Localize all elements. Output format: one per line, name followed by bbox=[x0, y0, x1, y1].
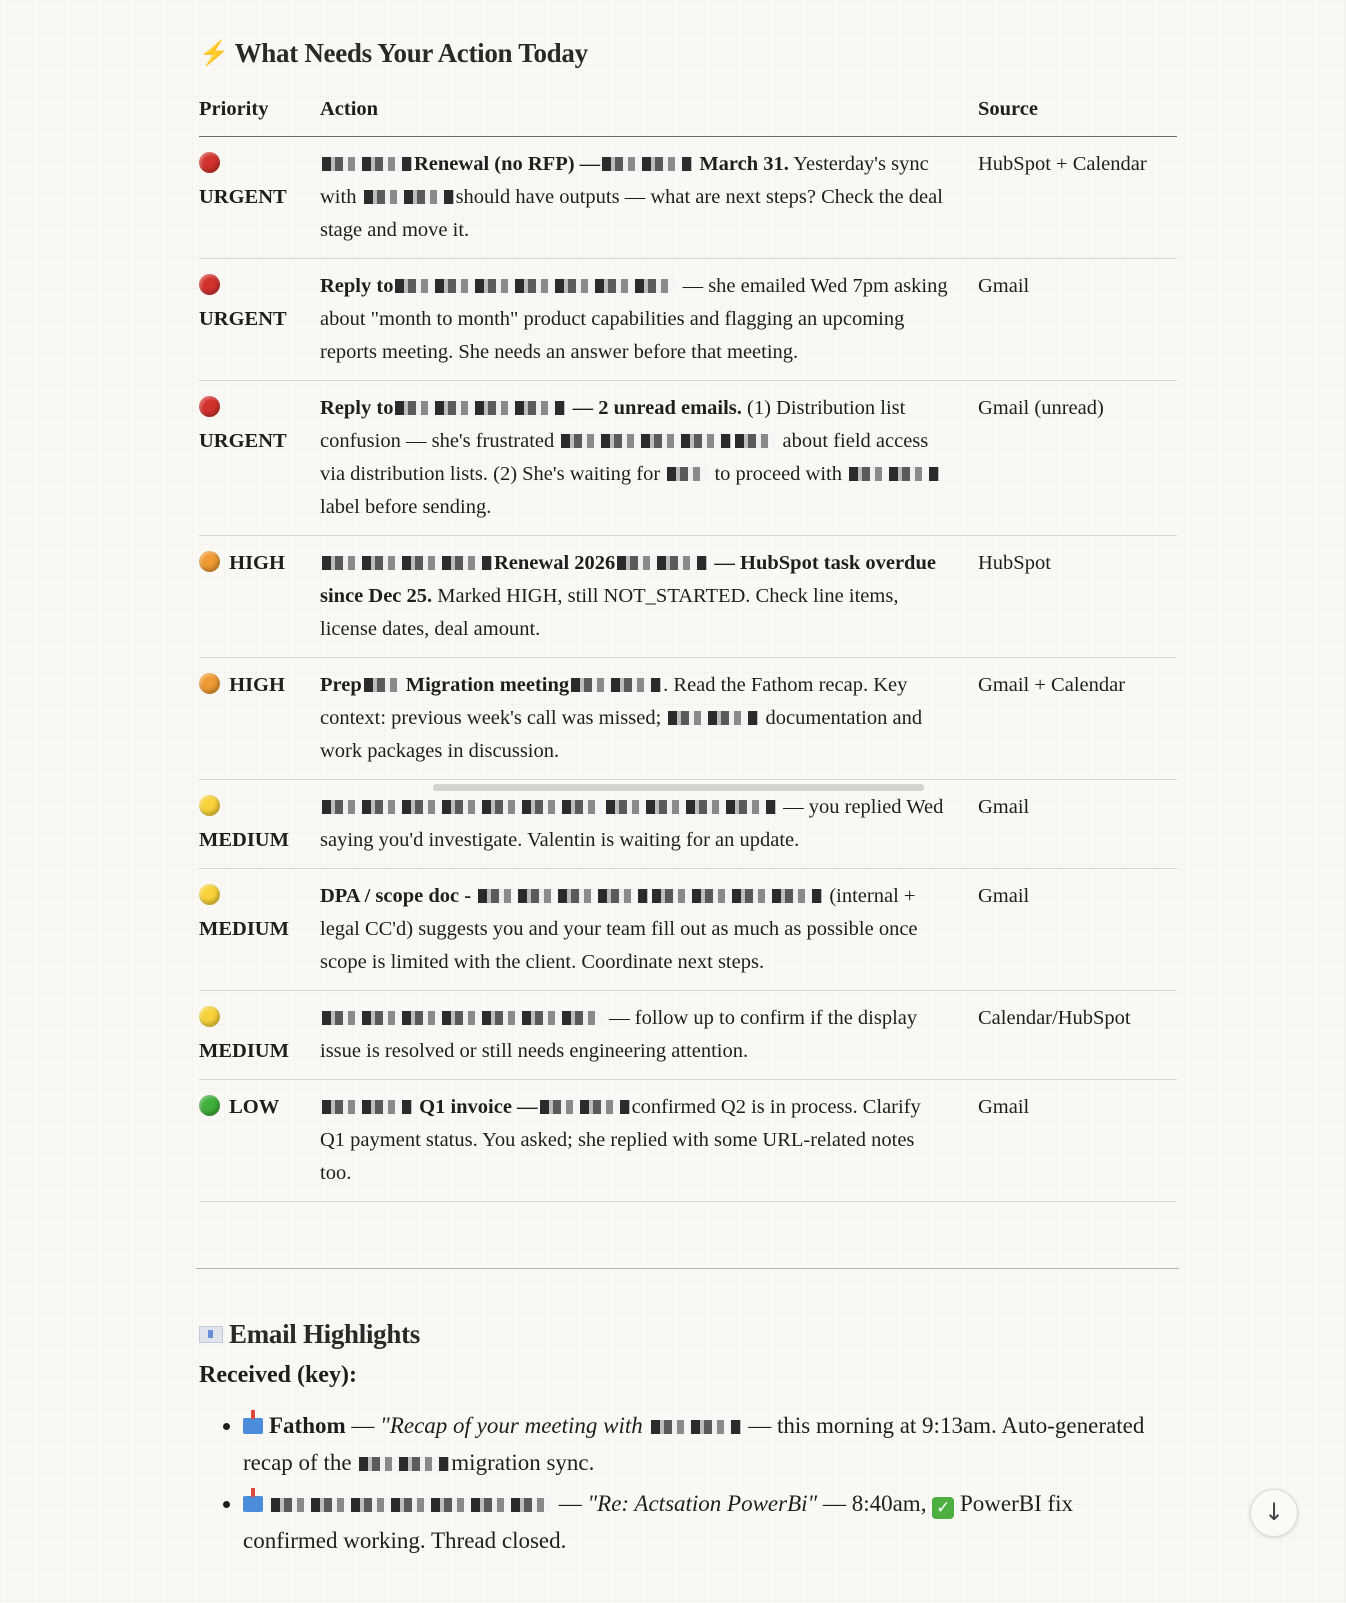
email-title: Email Highlights bbox=[229, 1319, 420, 1349]
email-heading bbox=[199, 1319, 1159, 1350]
source-cell: HubSpot + Calendar bbox=[978, 137, 1177, 259]
action-text: — she emailed Wed 7pm asking about "month to month" product capabilities and flagging an upcoming reports meeting. She needs an answer before that meeting. bbox=[320, 275, 948, 363]
redacted-text bbox=[606, 800, 776, 814]
redacted-text bbox=[359, 1457, 449, 1471]
action-section bbox=[199, 0, 1177, 1603]
source-cell: Gmail bbox=[978, 780, 1177, 869]
redacted-text bbox=[395, 279, 675, 293]
source-cell: HubSpot bbox=[978, 536, 1177, 658]
action-text: documentation and work packages in discussion. bbox=[320, 707, 923, 762]
redacted-text bbox=[364, 678, 404, 692]
email-time: — 8:40am, bbox=[817, 1491, 933, 1516]
table-row bbox=[199, 137, 1177, 259]
redacted-text bbox=[735, 434, 775, 448]
action-text: confirmed Q2 is in process. Clarify Q1 payment status. You asked; she replied with some URL-related notes too. bbox=[320, 1096, 921, 1184]
action-text: to proceed with bbox=[709, 463, 848, 485]
priority-cell bbox=[199, 536, 320, 658]
header-action: Action bbox=[320, 93, 978, 137]
source-cell: Gmail + Calendar bbox=[978, 658, 1177, 780]
table-row bbox=[199, 869, 1177, 991]
action-emphasis: March 31. bbox=[694, 153, 789, 175]
table-row bbox=[199, 780, 1177, 869]
redacted-text bbox=[849, 467, 939, 481]
priority-cell bbox=[199, 259, 320, 381]
action-cell bbox=[320, 780, 978, 869]
action-table bbox=[199, 93, 1177, 1202]
priority-cell bbox=[199, 869, 320, 991]
redacted-text bbox=[561, 434, 731, 448]
priority-badge bbox=[199, 392, 295, 458]
action-text: should have outputs — what are next steps? Check the deal stage and move it. bbox=[320, 186, 943, 241]
priority-cell bbox=[199, 991, 320, 1080]
redacted-text bbox=[322, 157, 412, 171]
redacted-text bbox=[540, 1100, 630, 1114]
redacted-text bbox=[322, 800, 602, 814]
action-emphasis: Renewal (no RFP) — bbox=[414, 153, 601, 175]
table-row bbox=[199, 1080, 1177, 1202]
email-subject: "Recap of your meeting with bbox=[380, 1413, 643, 1438]
email-list bbox=[199, 1407, 1159, 1559]
action-text: — you replied Wed saying you'd investigate. Valentin is waiting for an update. bbox=[320, 796, 944, 851]
action-emphasis: — 2 unread emails. bbox=[567, 397, 742, 419]
inbox-tray-icon bbox=[243, 1496, 263, 1512]
email-highlights-section bbox=[199, 1319, 1159, 1603]
redacted-text bbox=[478, 889, 648, 903]
action-cell bbox=[320, 1080, 978, 1202]
action-text: . Read the Fathom recap. Key context: previous week's call was missed; bbox=[320, 674, 908, 729]
redacted-text bbox=[617, 556, 707, 570]
action-text: label before sending. bbox=[320, 496, 492, 518]
priority-badge bbox=[199, 547, 295, 580]
priority-badge bbox=[199, 669, 295, 702]
redacted-text bbox=[602, 157, 692, 171]
priority-label: HIGH bbox=[229, 674, 285, 696]
arrow-down-icon: ↓ bbox=[1263, 1498, 1285, 1526]
email-detail: — this morning at 9:13am. Auto-generated recap of the bbox=[243, 1413, 1145, 1475]
redacted-text bbox=[271, 1498, 551, 1512]
received-label: Received (key): bbox=[199, 1362, 357, 1388]
section-title: What Needs Your Action Today bbox=[234, 38, 588, 68]
redacted-text bbox=[322, 1011, 602, 1025]
email-subject-cont: sation PowerBi" bbox=[665, 1491, 818, 1516]
priority-badge bbox=[199, 791, 295, 857]
check-mark-icon: ✓ bbox=[932, 1497, 954, 1519]
action-text: about field access via distribution lists. (2) She's waiting for bbox=[320, 430, 929, 485]
action-text: (1) Distribution list confusion — she's frustrated bbox=[320, 397, 906, 452]
action-emphasis: — HubSpot task overdue since Dec 25. bbox=[320, 552, 936, 607]
priority-badge bbox=[199, 880, 295, 946]
table-row bbox=[199, 259, 1177, 381]
action-text: Marked HIGH, still NOT_STARTED. Check line items, license dates, deal amount. bbox=[320, 585, 899, 640]
redacted-text bbox=[667, 467, 707, 481]
priority-label: URGENT bbox=[199, 186, 287, 208]
action-cell bbox=[320, 381, 978, 536]
priority-cell bbox=[199, 780, 320, 869]
action-cell bbox=[320, 869, 978, 991]
source-cell: Gmail bbox=[978, 1080, 1177, 1202]
priority-label: MEDIUM bbox=[199, 918, 289, 940]
priority-circle-icon bbox=[199, 152, 220, 173]
priority-circle-icon bbox=[199, 274, 220, 295]
action-emphasis: Reply to bbox=[320, 275, 394, 297]
priority-cell bbox=[199, 381, 320, 536]
email-detail: migration sync. bbox=[451, 1450, 595, 1475]
redacted-text bbox=[651, 1420, 741, 1434]
inbox-tray-icon bbox=[243, 1418, 263, 1434]
action-emphasis: Renewal 2026 bbox=[494, 552, 616, 574]
list-item: • — "Re: Actsation PowerBi" — 8:40am, ✓ PowerBI fix confirmed working. Thread closed. bbox=[243, 1485, 1159, 1559]
email-detail: PowerBI fix confirmed working. Thread closed. bbox=[243, 1491, 1074, 1553]
priority-label: MEDIUM bbox=[199, 1040, 289, 1062]
priority-badge bbox=[199, 270, 295, 336]
table-header-row bbox=[199, 93, 1177, 137]
section-divider bbox=[196, 1268, 1179, 1269]
redacted-text bbox=[395, 401, 565, 415]
priority-label: URGENT bbox=[199, 430, 287, 452]
header-source: Source bbox=[978, 93, 1177, 137]
priority-cell bbox=[199, 137, 320, 259]
priority-label: LOW bbox=[229, 1096, 280, 1118]
header-priority: Priority bbox=[199, 93, 320, 137]
scroll-to-bottom-button[interactable] bbox=[1250, 1489, 1298, 1537]
priority-circle-icon bbox=[199, 1095, 220, 1116]
priority-cell bbox=[199, 1080, 320, 1202]
email-subject: "Re: Act bbox=[587, 1491, 666, 1516]
action-text: Yesterday's sync with bbox=[320, 153, 929, 208]
action-cell bbox=[320, 991, 978, 1080]
table-row bbox=[199, 991, 1177, 1080]
action-cell bbox=[320, 658, 978, 780]
redacted-text bbox=[322, 1100, 412, 1114]
action-emphasis: Q1 invoice — bbox=[414, 1096, 538, 1118]
list-item: • Fathom — "Recap of your meeting with — this morning at 9:13am. Auto-generated recap of the migration sync. bbox=[243, 1407, 1159, 1481]
source-cell: Calendar/HubSpot bbox=[978, 991, 1177, 1080]
table-row bbox=[199, 536, 1177, 658]
action-cell bbox=[320, 259, 978, 381]
redacted-text bbox=[322, 556, 492, 570]
action-text: — follow up to confirm if the display issue is resolved or still needs engineering attention. bbox=[320, 1007, 918, 1062]
source-cell: Gmail bbox=[978, 869, 1177, 991]
priority-badge bbox=[199, 1002, 295, 1068]
table-row bbox=[199, 658, 1177, 780]
action-emphasis: Prep bbox=[320, 674, 362, 696]
envelope-icon bbox=[199, 1326, 223, 1343]
priority-circle-icon bbox=[199, 396, 220, 417]
section-heading bbox=[199, 38, 1177, 69]
priority-circle-icon bbox=[199, 1006, 220, 1027]
priority-cell bbox=[199, 658, 320, 780]
redacted-text bbox=[652, 889, 822, 903]
priority-circle-icon bbox=[199, 673, 220, 694]
action-cell bbox=[320, 137, 978, 259]
action-text: (internal + legal CC'd) suggests you and your team fill out as much as possible once scope is limited with the client. Coordinate next steps. bbox=[320, 885, 918, 973]
priority-circle-icon bbox=[199, 884, 220, 905]
priority-label: HIGH bbox=[229, 552, 285, 574]
redacted-text bbox=[364, 190, 454, 204]
table-row bbox=[199, 381, 1177, 536]
redacted-text bbox=[668, 711, 758, 725]
redacted-text bbox=[571, 678, 661, 692]
email-sender: Fathom bbox=[269, 1413, 346, 1438]
priority-badge bbox=[199, 1091, 295, 1124]
priority-badge bbox=[199, 148, 295, 214]
priority-circle-icon bbox=[199, 551, 220, 572]
priority-circle-icon bbox=[199, 795, 220, 816]
horizontal-scrollbar[interactable] bbox=[433, 784, 924, 791]
source-cell: Gmail bbox=[978, 259, 1177, 381]
action-emphasis: Migration meeting bbox=[405, 674, 570, 696]
priority-label: MEDIUM bbox=[199, 829, 289, 851]
action-emphasis: DPA / scope doc - bbox=[320, 885, 477, 907]
action-cell bbox=[320, 536, 978, 658]
source-cell: Gmail (unread) bbox=[978, 381, 1177, 536]
lightning-icon: ⚡ bbox=[199, 41, 229, 67]
action-emphasis: Reply to bbox=[320, 397, 394, 419]
priority-label: URGENT bbox=[199, 308, 287, 330]
